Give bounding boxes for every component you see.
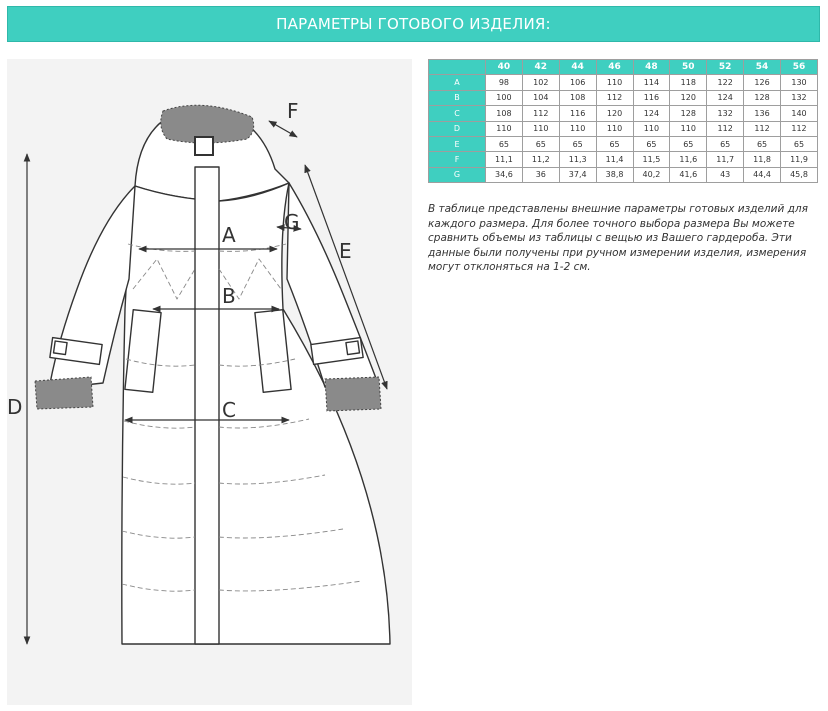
table-cell: 104 [522,90,559,105]
table-cell: 11,5 [633,152,670,167]
table-cell: 108 [559,90,596,105]
coat-diagram [7,59,412,705]
table-cell: 40,2 [633,167,670,182]
table-cell: 11,6 [670,152,707,167]
size-header-row [429,60,818,75]
table-cell: 65 [522,136,559,151]
size-header: 56 [781,60,818,75]
table-row [429,106,818,121]
table-row [429,136,818,151]
table-cell: 112 [744,121,781,136]
table-cell: 43 [707,167,744,182]
table-cell: 130 [781,75,818,90]
table-cell: 45,8 [781,167,818,182]
table-cell: 124 [707,90,744,105]
label-a: A [222,223,236,247]
table-cell: 65 [707,136,744,151]
table-row [429,90,818,105]
label-g: G [284,210,300,234]
param-label: A [429,75,486,90]
param-label: F [429,152,486,167]
table-cell: 106 [559,75,596,90]
table-cell: 110 [522,121,559,136]
table-cell: 65 [670,136,707,151]
table-cell: 120 [596,106,633,121]
table-cell: 110 [633,121,670,136]
size-note: В таблице представлены внешние параметры готовых изделий для каждого размера. Для более точного выбора размера Вы можете сравнить объемы из таблицы с вещью из Вашего гардероба. Эти данные были получены при ручном измерении изделия, измерения могут отклоняться на 1-2 см. [428,203,808,273]
page-title: ПАРАМЕТРЫ ГОТОВОГО ИЗДЕЛИЯ: [276,15,551,33]
table-cell: 65 [744,136,781,151]
table-cell: 102 [522,75,559,90]
table-cell: 65 [781,136,818,151]
header-corner [429,60,486,75]
size-header: 52 [707,60,744,75]
param-label: G [429,167,486,182]
table-cell: 38,8 [596,167,633,182]
title-bar [7,6,820,42]
table-row [429,121,818,136]
table-cell: 128 [670,106,707,121]
size-header: 44 [559,60,596,75]
label-c: C [222,398,236,422]
table-cell: 116 [633,90,670,105]
table-cell: 126 [744,75,781,90]
table-cell: 65 [486,136,523,151]
label-b: B [222,284,236,308]
label-f: F [287,99,299,123]
table-row [429,167,818,182]
table-cell: 34,6 [486,167,523,182]
table-cell: 37,4 [559,167,596,182]
table-cell: 11,9 [781,152,818,167]
table-cell: 36 [522,167,559,182]
table-cell: 108 [486,106,523,121]
table-cell: 128 [744,90,781,105]
table-cell: 11,1 [486,152,523,167]
table-row [429,152,818,167]
table-cell: 118 [670,75,707,90]
table-cell: 120 [670,90,707,105]
table-cell: 11,7 [707,152,744,167]
table-cell: 110 [559,121,596,136]
size-header: 46 [596,60,633,75]
table-cell: 65 [559,136,596,151]
table-cell: 110 [596,121,633,136]
param-label: E [429,136,486,151]
table-cell: 112 [781,121,818,136]
coat-drawing [7,59,412,705]
table-cell: 114 [633,75,670,90]
size-header: 42 [522,60,559,75]
table-cell: 11,2 [522,152,559,167]
table-cell: 112 [707,121,744,136]
size-table [428,59,818,183]
table-cell: 11,4 [596,152,633,167]
param-label: D [429,121,486,136]
table-cell: 132 [781,90,818,105]
table-cell: 65 [596,136,633,151]
table-cell: 110 [670,121,707,136]
table-cell: 110 [596,75,633,90]
table-cell: 110 [486,121,523,136]
size-header: 54 [744,60,781,75]
table-cell: 41,6 [670,167,707,182]
table-cell: 11,3 [559,152,596,167]
table-cell: 112 [522,106,559,121]
table-cell: 124 [633,106,670,121]
table-cell: 140 [781,106,818,121]
table-cell: 100 [486,90,523,105]
size-header: 40 [486,60,523,75]
table-cell: 116 [559,106,596,121]
table-cell: 44,4 [744,167,781,182]
size-header: 50 [670,60,707,75]
table-cell: 122 [707,75,744,90]
label-d: D [7,395,23,419]
param-label: C [429,106,486,121]
table-cell: 11,8 [744,152,781,167]
label-e: E [339,239,352,263]
table-cell: 132 [707,106,744,121]
param-label: B [429,90,486,105]
table-cell: 136 [744,106,781,121]
size-header: 48 [633,60,670,75]
table-cell: 98 [486,75,523,90]
table-cell: 65 [633,136,670,151]
table-cell: 112 [596,90,633,105]
table-row [429,75,818,90]
